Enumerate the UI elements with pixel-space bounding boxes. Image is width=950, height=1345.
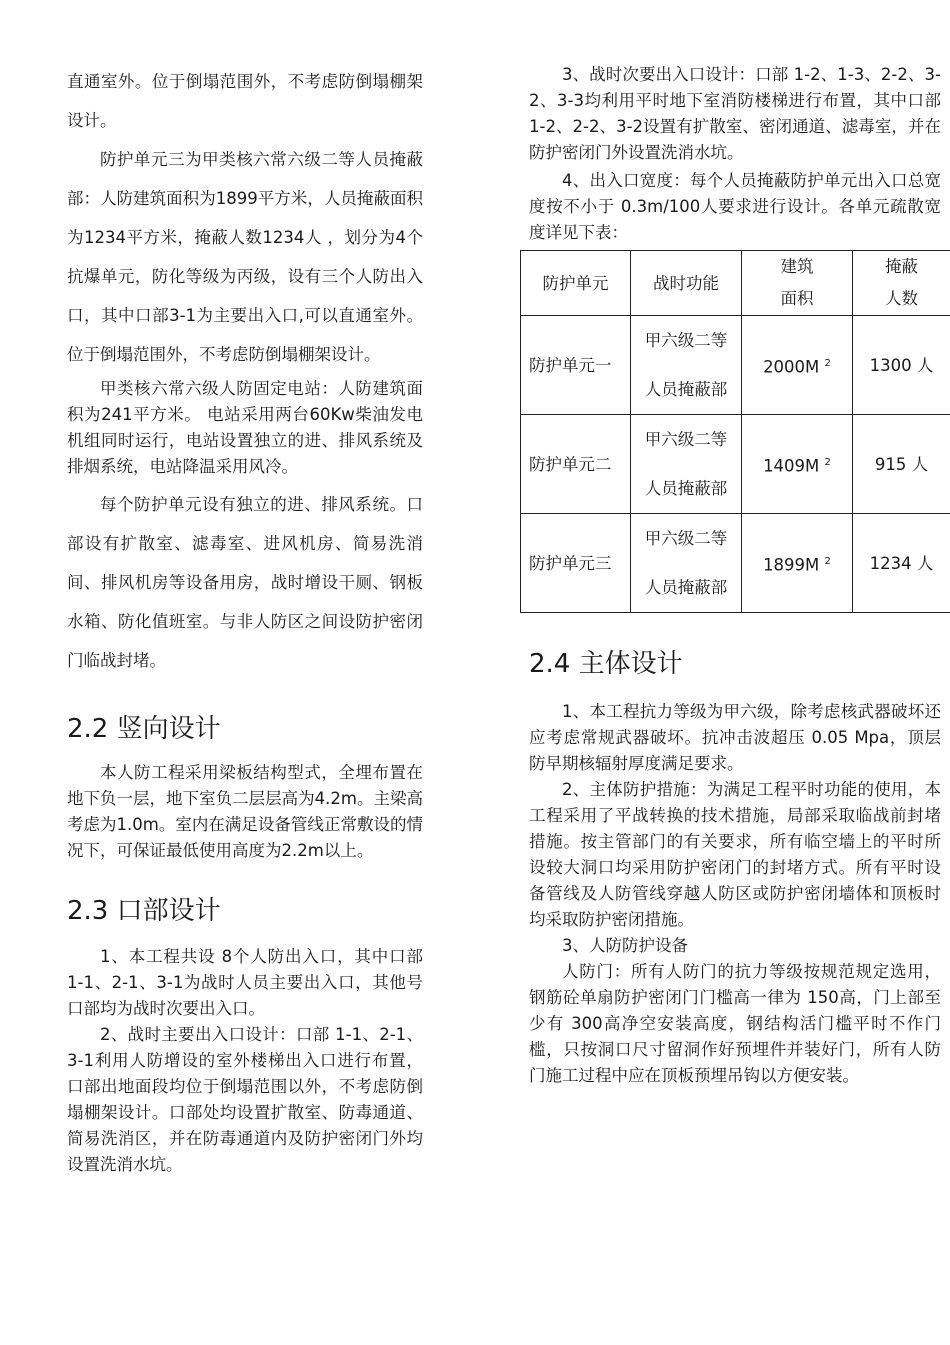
header-line: 掩蔽 <box>885 257 918 276</box>
table-cell-area <box>742 415 853 514</box>
cell-line: 甲六级二等 <box>644 529 728 548</box>
table-row <box>521 316 950 415</box>
table-header-cell: 战时功能 <box>631 251 742 316</box>
paragraph: 3、人防防护设备 <box>562 936 688 955</box>
table-header-cell <box>742 251 853 316</box>
table-row <box>521 415 950 514</box>
cell-line: 甲六级二等 <box>644 331 728 350</box>
table-cell-people: 915 人 <box>853 415 950 514</box>
area-superscript: 2 <box>824 456 831 468</box>
paragraph: 1、本工程抗力等级为甲六级，除考虑核武器破坏还应考虑常规武器破坏。抗冲击波超压 0.05 Mpa，顶层防早期核辐射厚度满足要求。 <box>529 702 941 773</box>
table-header-cell: 防护单元 <box>521 251 631 316</box>
paragraph: 3、战时次要出入口设计：口部 1-2、1-3、2-2、3-2、3-3均利用平时地下室消防楼梯进行布置，其中口部 1-2、2-2、3-2设置有扩散室、密闭通道、滤毒室，并在防护密闭门外设置洗消水坑。 <box>529 65 941 162</box>
header-line: 建筑 <box>780 257 814 276</box>
paragraph: 4、出入口宽度：每个人员掩蔽防护单元出入口总宽度按不小于 0.3m/100人要求进行设计。各单元疏散宽度详见下表： <box>529 171 941 242</box>
cell-line: 人员掩蔽部 <box>644 578 728 597</box>
area-value: 2000M <box>763 357 820 377</box>
table-row <box>521 514 950 613</box>
right-column <box>529 62 941 1089</box>
paragraph: 每个防护单元设有独立的进、排风系统。口部设有扩散室、滤毒室、进风机房、简易洗消间、排风机房等设备用房，战时增设干厕、钢板水箱、防化值班室。与非人防区之间设防护密闭门临战封堵。 <box>67 495 423 670</box>
table-cell-function <box>631 316 742 415</box>
area-superscript: 2 <box>824 357 831 369</box>
section-heading-2-3: 2.3 口部设计 <box>67 896 221 926</box>
table-cell-people: 1300 人 <box>853 316 950 415</box>
cell-line: 甲六级二等 <box>644 430 728 449</box>
cell-line: 人员掩蔽部 <box>644 380 728 399</box>
table-cell-unit: 防护单元二 <box>521 415 631 514</box>
table-cell-area <box>742 514 853 613</box>
table-cell-function <box>631 514 742 613</box>
area-value: 1409M <box>763 456 820 476</box>
section-heading-2-2: 2.2 竖向设计 <box>67 714 221 744</box>
paragraph: 防护单元三为甲类核六常六级二等人员掩蔽部：人防建筑面积为1899平方米，人员掩蔽面积为1234平方米，掩蔽人数1234人 ，划分为4个抗爆单元，防化等级为丙级，设有三个人防出入口，其中口部3-1为主要出入口,可以直通室外。位于倒塌范围外，不考虑防倒塌棚架设计。 <box>67 150 423 364</box>
cell-line: 人员掩蔽部 <box>644 479 728 498</box>
paragraph: 2、战时主要出入口设计：口部 1-1、2-1、3-1利用人防增设的室外楼梯出入口进行布置，口部出地面段均位于倒塌范围以外，不考虑防倒塌棚架设计。口部处均设置扩散室、防毒通道、简易洗消区，并在防毒通道内及防护密闭门外均设置洗消水坑。 <box>67 1025 423 1174</box>
header-line: 人数 <box>885 289 918 308</box>
paragraph: 直通室外。位于倒塌范围外，不考虑防倒塌棚架设计。 <box>67 72 423 130</box>
table-cell-function <box>631 415 742 514</box>
paragraph: 人防门：所有人防门的抗力等级按规范规定选用，钢筋砼单扇防护密闭门门槛高一律为 150高，门上部至少有 300高净空安装高度，钢结构活门槛平时不作门槛，只按洞口尺寸留洞作好预埋件并装好门，所有人防门施工过程中应在顶板预埋吊钩以方便安装。 <box>529 962 941 1085</box>
table-header-row <box>521 251 950 316</box>
table-cell-unit: 防护单元三 <box>521 514 631 613</box>
paragraph: 本人防工程采用梁板结构型式，全埋布置在地下负一层，地下室负二层层高为4.2m。主梁高考虑为1.0m。室内在满足设备管线正常敷设的情况下，可保证最低使用高度为2.2m以上。 <box>67 763 423 860</box>
evacuation-width-table <box>520 250 950 613</box>
table-cell-unit: 防护单元一 <box>521 316 631 415</box>
table-header-cell <box>853 251 950 316</box>
header-line: 面积 <box>780 289 814 308</box>
table-cell-area <box>742 316 853 415</box>
left-column <box>67 62 423 1178</box>
paragraph: 甲类核六常六级人防固定电站：人防建筑面积为241平方米。 电站采用两台60Kw柴油发电机组同时运行，电站设置独立的进、排风系统及排烟系统，电站降温采用风冷。 <box>67 379 423 476</box>
area-superscript: 2 <box>824 555 831 567</box>
table-cell-people: 1234 人 <box>853 514 950 613</box>
area-value: 1899M <box>763 555 820 575</box>
paragraph: 1、本工程共设 8个人防出入口，其中口部 1-1、2-1、3-1为战时人员主要出入口，其他号口部均为战时次要出入口。 <box>67 947 423 1018</box>
section-heading-2-4: 2.4 主体设计 <box>529 649 683 679</box>
paragraph: 2、主体防护措施：为满足工程平时功能的使用，本工程采用了平战转换的技术措施，局部采取临战前封堵措施。按主管部门的有关要求，所有临空墙上的平时所设较大洞口均采用防护密闭门的封堵方式。所有平时设备管线及人防管线穿越人防区或防护密闭墙体和顶板时均采取防护密闭措施。 <box>529 780 941 929</box>
